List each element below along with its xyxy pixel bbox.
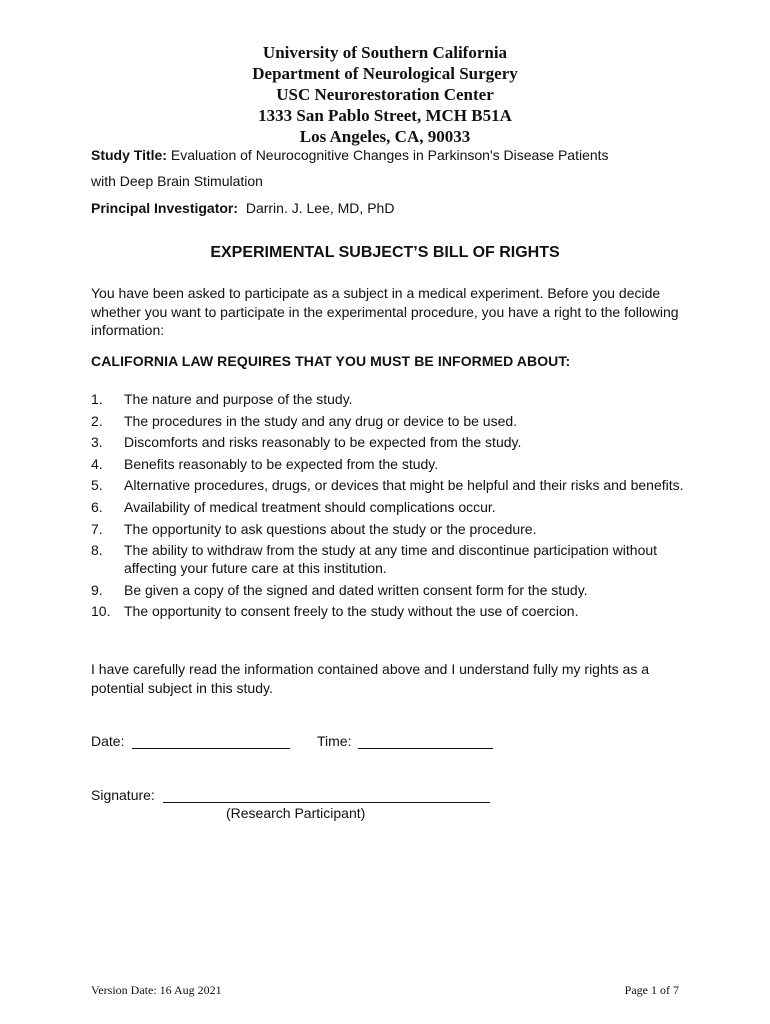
- list-item: 10. The opportunity to consent freely to the study without the use of coercion.: [91, 603, 579, 620]
- date-label: Date:: [91, 733, 125, 749]
- header-city: Los Angeles, CA, 90033: [299, 127, 471, 146]
- header-university: University of Southern California: [262, 43, 508, 62]
- list-item: 5. Alternative procedures, drugs, or devices that might be helpful and their risks and benefits.: [91, 477, 684, 494]
- time-label: Time:: [317, 733, 352, 749]
- header-street: 1333 San Pablo Street, MCH B51A: [258, 106, 512, 125]
- list-item: 9. Be given a copy of the signed and dated written consent form for the study.: [91, 581, 588, 598]
- page-number: Page 1 of 7: [624, 983, 679, 997]
- header-center: USC Neurorestoration Center: [276, 85, 494, 104]
- participant-caption: (Research Participant): [226, 805, 366, 821]
- institution-header: [0, 42, 770, 147]
- list-item: 1. The nature and purpose of the study.: [91, 391, 353, 407]
- version-date: Version Date: 16 Aug 2021: [91, 983, 222, 997]
- list-item: 7. The opportunity to ask questions about the study or the procedure.: [91, 520, 537, 537]
- header-department: Department of Neurological Surgery: [252, 64, 518, 83]
- time-field[interactable]: [358, 748, 493, 749]
- list-item: 6. Availability of medical treatment should complications occur.: [91, 498, 496, 515]
- list-item: 8. The ability to withdraw from the study at any time and discontinue participation without affecting your future care at this institution.: [91, 542, 658, 577]
- list-item: 3. Discomforts and risks reasonably to be expected from the study.: [91, 434, 522, 451]
- closing-statement: I have carefully read the information contained above and I understand fully my rights as a potential subject in this study.: [91, 661, 649, 696]
- signature-label: Signature:: [91, 787, 155, 803]
- pi-name: Darrin. J. Lee, MD, PhD: [245, 200, 395, 216]
- list-item: 2. The procedures in the study and any drug or device to be used.: [91, 412, 518, 429]
- bill-title: EXPERIMENTAL SUBJECT’S BILL OF RIGHTS: [210, 244, 560, 261]
- rights-list: [91, 390, 691, 624]
- signature-field[interactable]: [163, 802, 490, 803]
- list-item: 4. Benefits reasonably to be expected from the study.: [91, 455, 439, 472]
- principal-investigator: [91, 200, 394, 216]
- study-title: [91, 147, 609, 163]
- date-field[interactable]: [132, 748, 290, 749]
- study-title-line1: Evaluation of Neurocognitive Changes in Parkinson's Disease Patients: [170, 147, 609, 163]
- law-heading: CALIFORNIA LAW REQUIRES THAT YOU MUST BE INFORMED ABOUT:: [91, 353, 571, 369]
- pi-label: Principal Investigator:: [91, 200, 239, 216]
- intro-paragraph: You have been asked to participate as a subject in a medical experiment. Before you decide whether you want to participate in the experimental procedure, you have a right to the following information:: [91, 285, 679, 338]
- study-title-continued: with Deep Brain Stimulation: [91, 173, 263, 189]
- study-title-label: Study Title:: [91, 147, 167, 163]
